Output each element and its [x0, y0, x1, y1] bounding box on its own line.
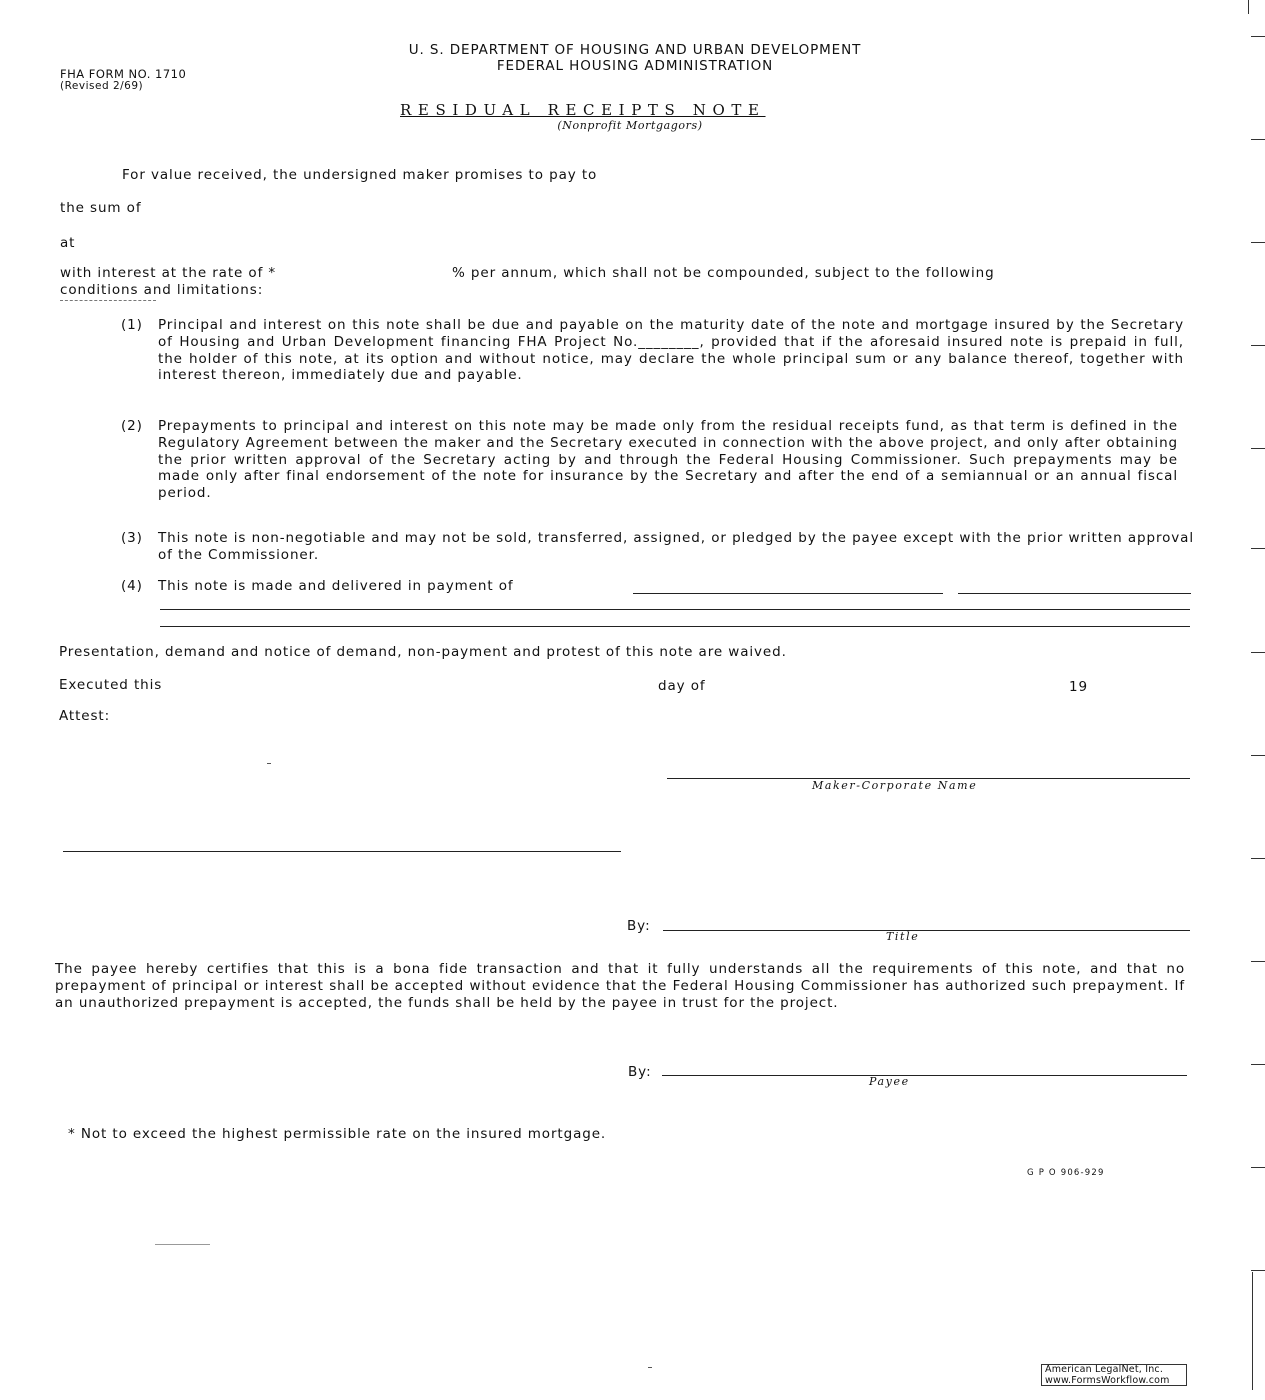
clause-4-number: (4)	[121, 578, 143, 594]
attest-signature-line[interactable]	[63, 851, 621, 852]
edge-mark-bottom	[1252, 1272, 1253, 1390]
edge-tick	[1251, 1167, 1265, 1168]
clause-4-text: This note is made and delivered in payment of	[158, 578, 514, 594]
edge-tick	[1251, 1270, 1265, 1271]
edge-tick	[1251, 961, 1265, 962]
day-of-label: day of	[658, 678, 706, 694]
agency-subname: FEDERAL HOUSING ADMINISTRATION	[496, 58, 774, 74]
payee-certification: The payee hereby certifies that this is a bona fide transaction and that it fully understands all the requirements of this note, and that no prepayment of principal or interest shall be accepted without evidence that the Federal Housing Commissioner has authorized such prepayment. If an unauthorized prepayment is accepted, the funds shall be held by the payee in trust for the project.	[55, 961, 1185, 1011]
clause-3-number: (3)	[121, 530, 143, 546]
officer-signature-line[interactable]	[663, 930, 1190, 931]
footnote: * Not to exceed the highest permissible rate on the insured mortgage.	[68, 1126, 607, 1142]
interest-rate-label: with interest at the rate of *	[60, 265, 277, 281]
decorative-rule	[60, 300, 156, 301]
edge-tick	[1251, 755, 1265, 756]
clause-1-number: (1)	[121, 317, 143, 333]
payment-line-1b[interactable]	[958, 593, 1191, 594]
payment-line-2[interactable]	[160, 609, 1190, 610]
edge-tick	[1251, 858, 1265, 859]
executed-this-label: Executed this	[59, 677, 163, 693]
waiver-text: Presentation, demand and notice of demand, non-payment and protest of this note are waived.	[59, 644, 787, 660]
edge-tick	[1251, 242, 1265, 243]
edge-tick	[1251, 345, 1265, 346]
clause-2-text: Prepayments to principal and interest on this note may be made only from the residual receipts fund, as that term is defined in the Regulatory Agreement between the maker and the Secretary executed in connection with the above project, and only after obtaining the prior written approval of the Secretary acting by and through the Federal Housing Commissioner. Such prepayments may be made only after final endorsement of the note for insurance by the Secretary and after the end of a semiannual or an annual fiscal period.	[158, 418, 1178, 502]
form-revision: (Revised 2/69)	[60, 80, 144, 92]
clause-2-number: (2)	[121, 418, 143, 434]
page-title: RESIDUAL RECEIPTS NOTE	[400, 101, 766, 119]
payment-line-1a[interactable]	[633, 593, 943, 594]
by-label: By:	[627, 918, 651, 934]
payee-by-label: By:	[628, 1064, 652, 1080]
page-subtitle: (Nonprofit Mortgagors)	[557, 119, 703, 132]
clause-3-text: This note is non-negotiable and may not be sold, transferred, assigned, or pledged by the payee except with the prior written approval of the Commissioner.	[158, 530, 1194, 563]
payee-caption: Payee	[869, 1075, 910, 1088]
scan-speck	[648, 1367, 652, 1368]
scan-speck	[155, 1244, 210, 1245]
edge-tick	[1251, 139, 1265, 140]
edge-tick	[1251, 548, 1265, 549]
year-prefix: 19	[1069, 679, 1088, 695]
agency-name: U. S. DEPARTMENT OF HOUSING AND URBAN DEVELOPMENT	[408, 42, 862, 58]
publisher-stamp	[1041, 1364, 1187, 1386]
publisher-name: American LegalNet, Inc.	[1045, 1364, 1164, 1375]
conditions-label: conditions and limitations:	[60, 282, 264, 298]
publisher-url: www.FormsWorkflow.com	[1045, 1374, 1170, 1386]
gpo-code: G P O 906-929	[1027, 1168, 1105, 1178]
sum-of-label: the sum of	[60, 200, 142, 216]
edge-tick	[1251, 652, 1265, 653]
title-caption: Title	[886, 930, 920, 943]
promise-text: For value received, the undersigned maker promises to pay to	[122, 167, 598, 183]
attest-label: Attest:	[59, 708, 111, 724]
at-label: at	[60, 235, 76, 251]
scan-speck	[267, 763, 271, 764]
edge-tick	[1251, 1064, 1265, 1065]
edge-tick	[1251, 448, 1265, 449]
maker-caption: Maker-Corporate Name	[812, 779, 978, 792]
form-number: FHA FORM NO. 1710	[60, 67, 187, 81]
payment-line-3[interactable]	[160, 626, 1190, 627]
edge-mark-top	[1248, 0, 1249, 14]
edge-tick	[1251, 36, 1265, 37]
clause-1-text: Principal and interest on this note shall be due and payable on the maturity date of the note and mortgage insured by the Secretary of Housing and Urban Development financing FHA Project No.________, provided that if the aforesaid insured note is prepaid in full, the holder of this note, at its option and without notice, may declare the whole principal sum or any balance thereof, together with interest thereon, immediately due and payable.	[158, 317, 1184, 384]
payee-signature-line[interactable]	[662, 1075, 1187, 1076]
interest-terms-text: % per annum, which shall not be compounded, subject to the following	[452, 265, 995, 281]
